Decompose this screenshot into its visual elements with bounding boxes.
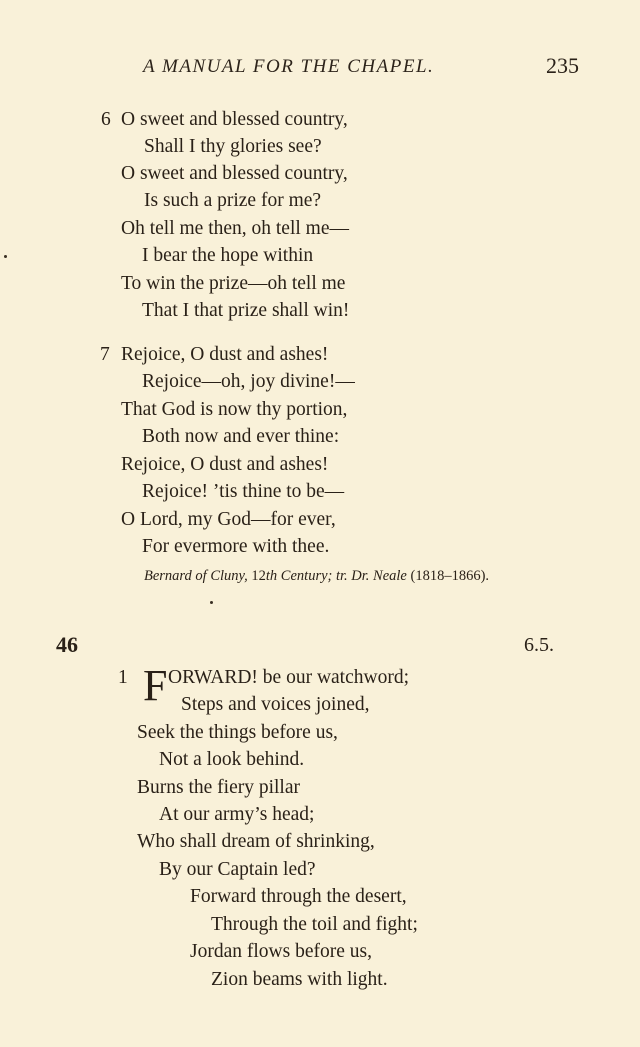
- verse-line: Is such a prize for me?: [144, 190, 322, 211]
- attribution-author: Bernard of Cluny,: [144, 568, 248, 584]
- verse-line: Zion beams with light.: [211, 969, 388, 990]
- attribution-dates: (1818–1866).: [410, 568, 490, 584]
- drop-cap: F: [143, 661, 168, 710]
- verse-line: For evermore with thee.: [142, 536, 330, 557]
- verse-line: Not a look behind.: [159, 749, 305, 770]
- verse-line: Forward through the desert,: [190, 886, 407, 907]
- print-speck: [4, 255, 7, 258]
- verse-line: Seek the things before us,: [137, 722, 338, 743]
- verse-line: That I that prize shall win!: [142, 300, 350, 321]
- verse-line: I bear the hope within: [142, 245, 314, 266]
- verse-line: Through the toil and fight;: [211, 914, 418, 935]
- attribution-century-number: 12: [251, 568, 266, 584]
- hymn-meter: 6.5.: [524, 634, 554, 656]
- verse-line: Both now and ever thine:: [142, 426, 340, 447]
- verse-line: To win the prize—oh tell me: [121, 273, 346, 294]
- page-number: 235: [546, 53, 579, 78]
- verse-line: ORWARD! be our watchword;: [168, 667, 409, 688]
- attribution-century-text: th Century; tr. Dr. Neale: [265, 568, 407, 584]
- verse-line: O Lord, my God—for ever,: [121, 509, 336, 530]
- verse-line: Shall I thy glories see?: [144, 136, 322, 157]
- verse-line: That God is now thy portion,: [121, 399, 348, 420]
- verse-line: By our Captain led?: [159, 859, 316, 880]
- running-title: A MANUAL FOR THE CHAPEL.: [143, 56, 435, 77]
- stanza-number: 6: [101, 109, 111, 130]
- print-speck: [210, 601, 213, 604]
- hymn-number: 46: [56, 632, 78, 657]
- verse-line: O sweet and blessed country,: [121, 163, 348, 184]
- verse-line: Who shall dream of shrinking,: [137, 831, 375, 852]
- verse-line: Burns the fiery pillar: [137, 777, 300, 798]
- hymn-attribution: [144, 568, 489, 585]
- verse-line: Rejoice, O dust and ashes!: [121, 344, 329, 365]
- verse-line: At our army’s head;: [159, 804, 315, 825]
- verse-line: Rejoice, O dust and ashes!: [121, 454, 329, 475]
- verse-line: Rejoice! ’tis thine to be—: [142, 481, 345, 502]
- verse-line: Jordan flows before us,: [190, 941, 372, 962]
- verse-line: Steps and voices joined,: [181, 694, 370, 715]
- stanza-number: 7: [100, 344, 110, 365]
- stanza-number: 1: [118, 667, 128, 688]
- verse-line: Rejoice—oh, joy divine!—: [142, 371, 355, 392]
- verse-line: O sweet and blessed country,: [121, 109, 348, 130]
- verse-line: Oh tell me then, oh tell me—: [121, 218, 349, 239]
